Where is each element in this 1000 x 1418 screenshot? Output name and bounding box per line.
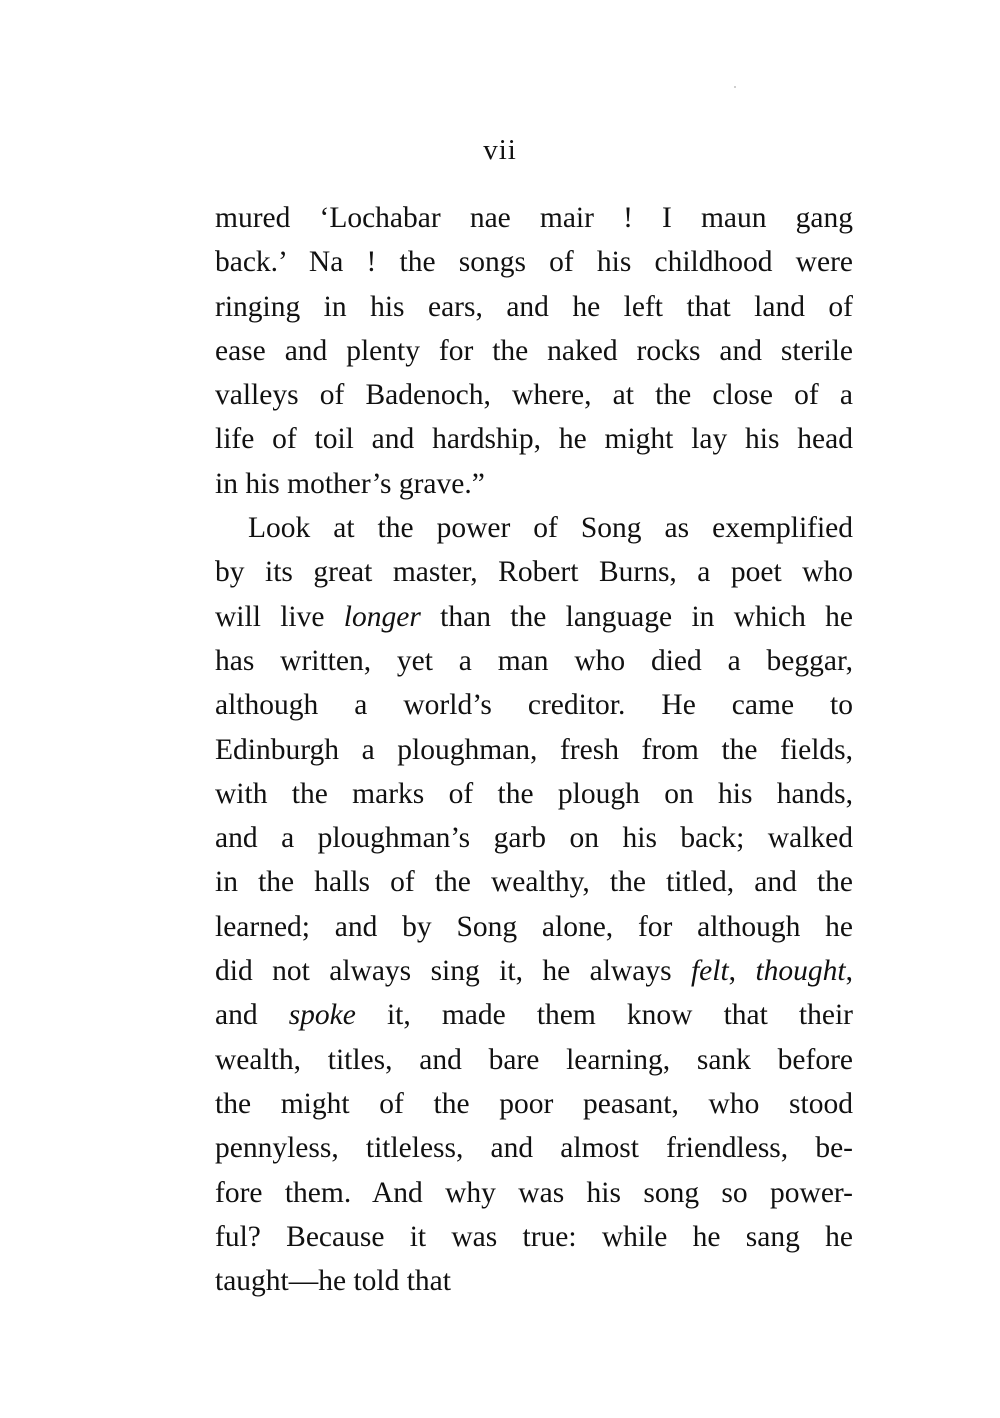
text-run: than the language in which he — [420, 600, 853, 633]
text-line: has written, yet a man who died a beggar, — [215, 644, 853, 677]
text-line — [215, 993, 853, 1037]
paper-speck — [734, 86, 736, 88]
text-line: life of toil and hardship, he might lay his head — [215, 423, 853, 456]
paragraph-2 — [215, 506, 853, 1303]
text-line: pennyless, titleless, and almost friendless, be- — [215, 1132, 853, 1165]
text-line: ful? Because it was true: while he sang he — [215, 1220, 853, 1253]
text-line: ease and plenty for the naked rocks and sterile — [215, 334, 853, 367]
text-line: Look at the power of Song as exemplified — [248, 512, 853, 545]
text-run: and — [215, 999, 289, 1032]
body-text — [215, 196, 853, 1303]
text-line: with the marks of the plough on his hands, — [215, 777, 853, 810]
text-line — [215, 595, 853, 639]
italic-word: thought — [755, 955, 846, 988]
paragraph-1 — [215, 196, 853, 506]
text-line: learned; and by Song alone, for although he — [215, 910, 853, 943]
text-run: did not always sing it, he always — [215, 955, 691, 988]
text-line: back.’ Na ! the songs of his childhood were — [215, 246, 853, 279]
italic-word: spoke — [288, 999, 356, 1032]
text-line: by its great master, Robert Burns, a poet who — [215, 556, 853, 589]
text-run: it, made them know that their — [355, 999, 853, 1032]
text-line: valleys of Badenoch, where, at the close of a — [215, 379, 853, 412]
text-line: fore them. And why was his song so power- — [215, 1176, 853, 1209]
text-run: , — [845, 955, 854, 988]
text-line: wealth, titles, and bare learning, sank before — [215, 1043, 853, 1076]
text-line: and a ploughman’s garb on his back; walked — [215, 822, 853, 855]
text-line: in his mother’s grave.” — [215, 467, 485, 500]
text-line: ringing in his ears, and he left that land of — [215, 290, 853, 323]
text-run: will live — [215, 600, 344, 633]
text-line: taught—he told that — [215, 1265, 451, 1298]
text-line: although a world’s creditor. He came to — [215, 689, 853, 722]
text-line: the might of the poor peasant, who stood — [215, 1087, 853, 1120]
text-line — [215, 949, 853, 993]
italic-word: longer — [343, 600, 421, 633]
italic-word: felt — [690, 955, 729, 988]
text-line: mured ‘Lochabar nae mair ! I maun gang — [215, 202, 853, 234]
page-number: vii — [483, 134, 517, 166]
text-run: , — [728, 955, 756, 988]
text-line: Edinburgh a ploughman, fresh from the fields, — [215, 733, 853, 766]
text-line: in the halls of the wealthy, the titled, and the — [215, 866, 853, 899]
